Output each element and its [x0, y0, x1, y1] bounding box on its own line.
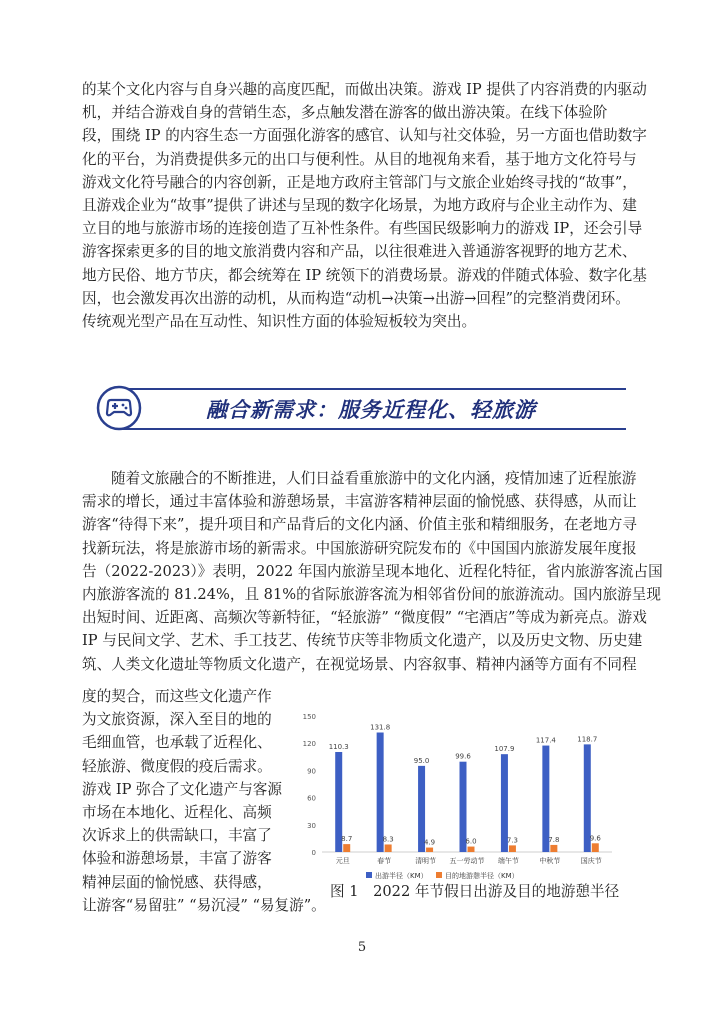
figure-caption: 图 1 2022 年节假日出游及目的地游憩半径 [330, 883, 620, 900]
text-line: 毛细血管，也承载了近程化、 [82, 734, 272, 752]
text-line: 段，围绕 IP 的内容生态一方面强化游客的感官、认知与社交体验，另一方面也借助数字 [82, 127, 647, 145]
text-line: 的某个文化内容与自身兴趣的高度匹配，而做出决策。游戏 IP 提供了内容消费的内驱动 [82, 81, 647, 98]
data-label: 8.7 [341, 835, 353, 844]
x-tick-label: 五一劳动节 [449, 857, 485, 865]
data-label: 110.3 [328, 742, 349, 751]
bar-destination-radius [592, 843, 599, 852]
text-line: 让游客“易留驻” “易沉浸” “易复游”。 [82, 896, 326, 914]
text-line: 内旅游客流的 81.24%，且 81%的省际旅游客流为相邻省份间的旅游流动。国内旅游呈现 [82, 586, 661, 604]
text-line: 且游戏企业为“故事”提供了讲述与呈现的数字化场景，为地方政府与企业主动作为、建 [82, 197, 637, 215]
bar-destination-radius [509, 845, 516, 852]
data-label: 9.6 [589, 834, 601, 843]
x-tick-label: 清明节 [415, 857, 437, 865]
page-number: 5 [357, 940, 367, 955]
x-tick-label: 元旦 [335, 857, 350, 865]
text-line: 游戏文化符号融合的内容创新，正是地方政府主管部门与文旅企业始终寻找的“故事”， [82, 173, 637, 191]
text-line: 地方民俗、地方节庆，都会统筹在 IP 统领下的消费场景。游戏的伴随式体验、数字化基 [82, 266, 647, 284]
section-rule-bottom [116, 428, 626, 430]
text-line: IP 与民间文学、艺术、手工技艺、传统节庆等非物质文化遗产，以及历史文物、历史建 [82, 632, 643, 650]
legend-label: 目的地游憩半径（KM） [445, 872, 519, 880]
x-tick-label: 中秋节 [539, 857, 561, 865]
data-label: 4.9 [424, 838, 436, 847]
data-label: 7.3 [506, 836, 518, 845]
gamepad-icon [96, 385, 142, 431]
y-tick-label: 60 [307, 794, 316, 803]
y-tick-label: 120 [302, 740, 316, 749]
y-tick-label: 90 [307, 767, 316, 776]
text-line: 体验和游憩场景，丰富了游客 [82, 850, 272, 868]
text-line: 需求的增长，通过丰富体验和游憩场景，丰富游客精神层面的愉悦感、获得感，从而让 [82, 493, 637, 511]
section-rule-top [116, 388, 626, 390]
y-tick-label: 0 [311, 849, 316, 857]
paragraph-3 [82, 685, 326, 917]
bar-destination-radius [343, 844, 350, 852]
x-tick-label: 春节 [377, 857, 392, 865]
data-label: 131.8 [370, 723, 391, 732]
text-line: 游戏 IP 弥合了文化遗产与客源 [82, 780, 282, 798]
text-line: 找新玩法，将是旅游市场的新需求。中国旅游研究院发布的《中国国内旅游发展年度报 [82, 539, 637, 557]
bar-destination-radius [550, 845, 557, 852]
text-line: 告（2022-2023）》表明，2022 年国内旅游呈现本地化、近程化特征，省内旅游客流占国 [82, 562, 663, 580]
text-line: 游客探索更多的目的地文旅消费内容和产品，以往很难进入普通游客视野的地方艺术、 [82, 243, 637, 261]
bar-destination-radius [385, 844, 392, 852]
text-line: 随着文旅融合的不断推进，人们日益看重旅游中的文化内涵，疫情加速了近程旅游 [111, 470, 637, 487]
text-line: 轻旅游、微度假的疫后需求。 [82, 757, 272, 775]
text-line: 化的平台，为消费提供多元的出口与便利性。从目的地视角来看，基于地方文化符号与 [82, 150, 637, 168]
text-line: 市场在本地化、近程化、高频 [82, 804, 272, 822]
text-line: 为文旅资源，深入至目的地的 [82, 711, 272, 729]
data-label: 95.0 [413, 756, 430, 765]
paragraph-2 [82, 467, 663, 676]
text-line: 精神层面的愉悦感、获得感， [82, 873, 272, 891]
section-heading: 融合新需求：服务近程化、轻旅游 [206, 398, 536, 422]
data-label: 107.9 [494, 745, 515, 754]
y-tick-label: 30 [307, 821, 316, 830]
legend-label: 出游半径（KM） [375, 872, 428, 880]
bar-destination-radius [468, 847, 475, 852]
data-label: 118.7 [577, 735, 598, 744]
paragraph-1 [82, 78, 647, 333]
text-line: 筑、人类文化遗址等物质文化遗产，在视觉场景、内容叙事、精神内涵等方面有不同程 [82, 655, 637, 673]
bar-travel-radius [377, 733, 384, 852]
data-label: 99.6 [455, 752, 471, 761]
legend-swatch [366, 872, 372, 878]
text-line: 机，并结合游戏自身的营销生态，多点触发潜在游客的做出游决策。在线下体验阶 [82, 104, 608, 122]
data-label: 7.8 [548, 835, 560, 844]
y-tick-label: 150 [302, 713, 316, 721]
legend-swatch [436, 872, 442, 878]
text-line: 因，也会激发再次出游的动机，从而构造“动机→决策→出游→回程”的完整消费闭环。 [82, 289, 630, 307]
text-line: 传统观光型产品在互动性、知识性方面的体验短板较为突出。 [82, 313, 477, 331]
section-title [96, 382, 626, 434]
x-tick-label: 国庆节 [580, 857, 602, 865]
text-line: 立目的地与旅游市场的连接创造了互补性条件。有些国民级影响力的游戏 IP，还会引导 [82, 220, 643, 238]
data-label: 117.4 [535, 736, 556, 745]
bar-chart [296, 706, 618, 882]
data-label: 6.0 [465, 837, 477, 846]
text-line: 度的契合，而这些文化遗产作 [82, 688, 272, 705]
text-line: 出短时间、近距离、高频次等新特征，“轻旅游” “微度假” “宅酒店”等成为新亮点。游戏 [82, 609, 647, 627]
text-line: 次诉求上的供需缺口，丰富了 [82, 827, 272, 845]
bar-destination-radius [426, 848, 433, 852]
text-line: 游客“待得下来”，提升项目和产品背后的文化内涵、价值主张和精细服务，在老地方寻 [82, 516, 637, 534]
data-label: 8.3 [382, 835, 394, 844]
x-tick-label: 端午节 [497, 857, 519, 865]
